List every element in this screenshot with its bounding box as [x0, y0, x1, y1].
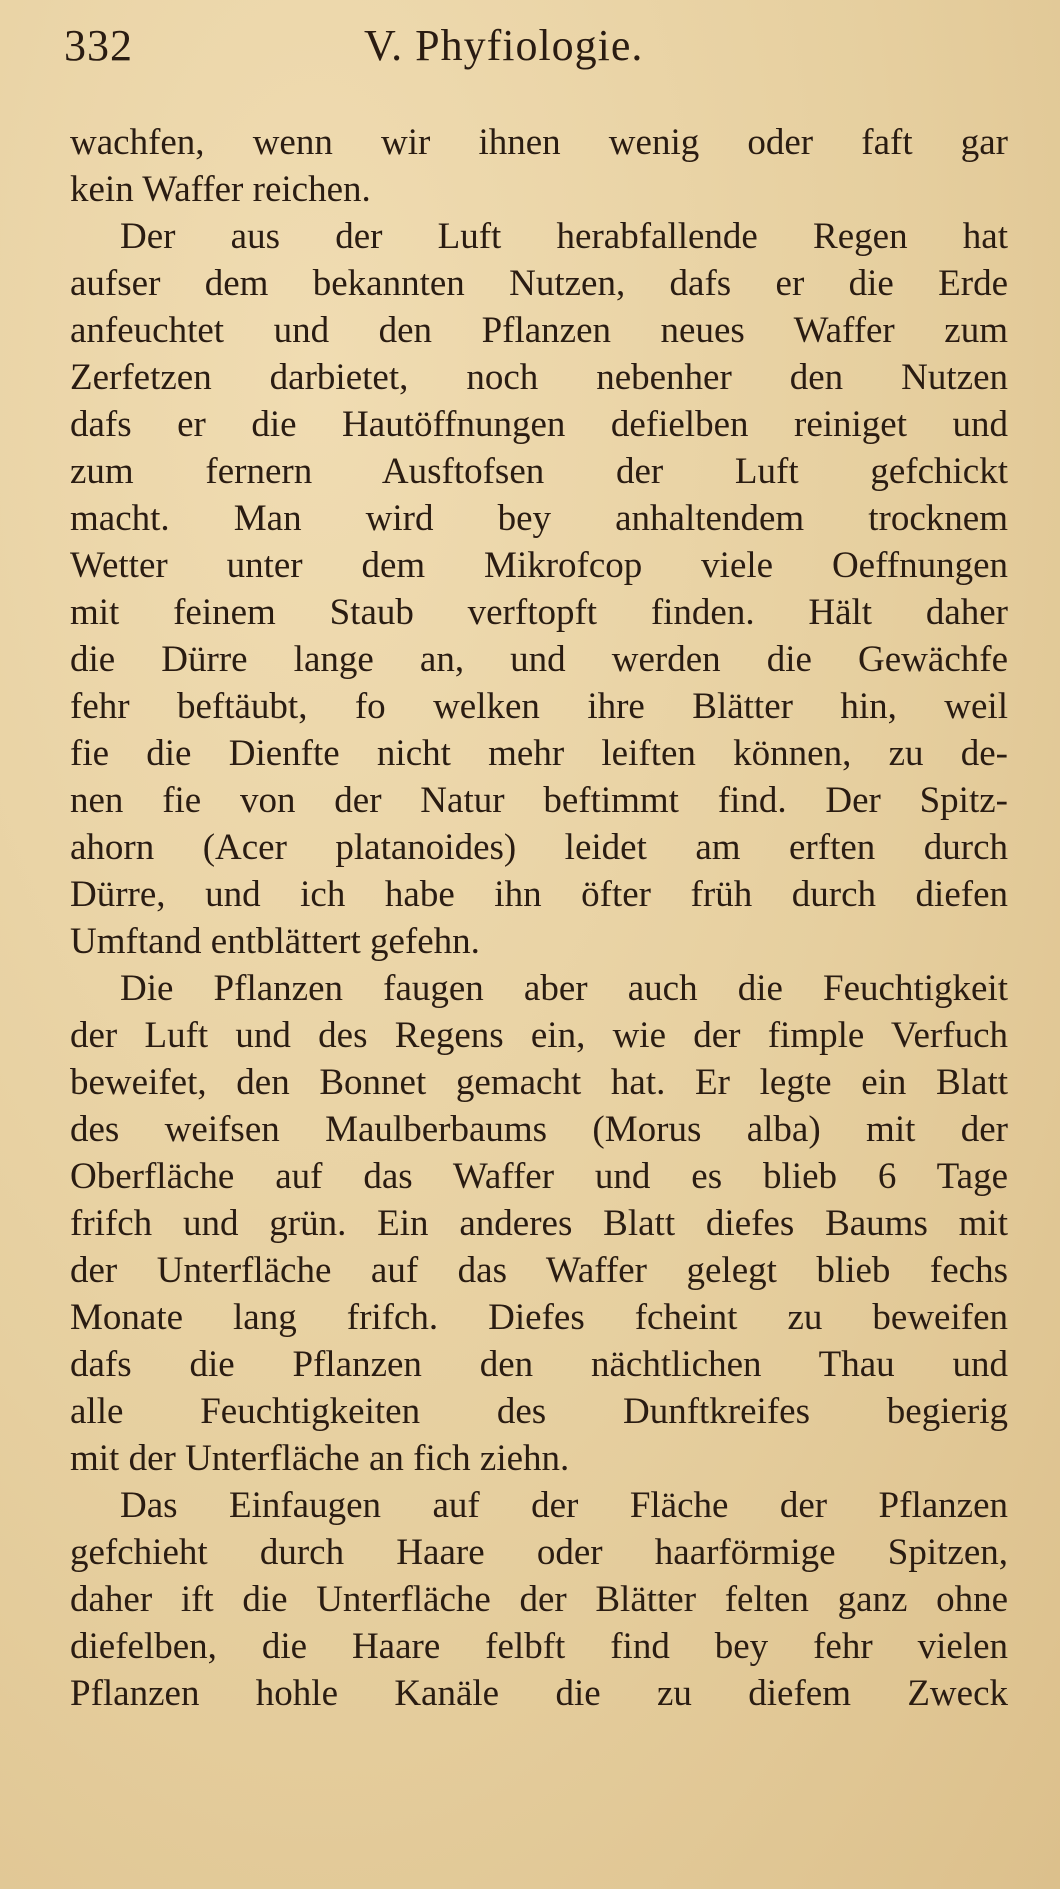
text-line: dafs die Pflanzen den nächtlichen Thau und	[70, 1344, 1008, 1385]
running-head: V. Phyfiologie.	[364, 21, 644, 70]
text-line: alle Feuchtigkeiten des Dunftkreifes begierig	[70, 1391, 1008, 1432]
text-line: mit feinem Staub verftopft finden. Hält daher	[70, 592, 1008, 633]
text-line: aufser dem bekannten Nutzen, dafs er die Erde	[70, 263, 1008, 304]
text-line: des weifsen Maulberbaums (Morus alba) mit der	[70, 1109, 1008, 1150]
text-line: Umftand entblättert gefehn.	[70, 921, 480, 962]
text-line: der Luft und des Regens ein, wie der fimple Verfuch	[70, 1015, 1008, 1056]
page-number: 332	[64, 21, 133, 70]
text-line: Monate lang frifch. Diefes fcheint zu beweifen	[70, 1297, 1008, 1338]
text-line: Zerfetzen darbietet, noch nebenher den Nutzen	[70, 357, 1008, 398]
text-line: anfeuchtet und den Pflanzen neues Waffer zum	[70, 310, 1008, 351]
text-line: Dürre, und ich habe ihn öfter früh durch diefen	[70, 874, 1008, 915]
text-line: der Unterfläche auf das Waffer gelegt blieb fechs	[70, 1250, 1008, 1291]
text-line: Oberfläche auf das Waffer und es blieb 6 Tage	[70, 1156, 1008, 1197]
text-line: macht. Man wird bey anhaltendem trocknem	[70, 498, 1008, 539]
text-line: Das Einfaugen auf der Fläche der Pflanzen	[120, 1485, 1008, 1526]
text-line: beweifet, den Bonnet gemacht hat. Er legte ein Blatt	[70, 1062, 1008, 1103]
text-line: frifch und grün. Ein anderes Blatt diefes Baums mit	[70, 1203, 1008, 1244]
text-line: diefelben, die Haare felbft find bey fehr vielen	[70, 1626, 1008, 1667]
text-line: zum fernern Ausftofsen der Luft gefchickt	[70, 451, 1008, 492]
text-line: Wetter unter dem Mikrofcop viele Oeffnungen	[70, 545, 1008, 586]
text-line: wachfen, wenn wir ihnen wenig oder faft gar	[70, 122, 1008, 163]
text-line: Pflanzen hohle Kanäle die zu diefem Zweck	[70, 1673, 1008, 1714]
text-line: ahorn (Acer platanoides) leidet am erften durch	[70, 827, 1008, 868]
text-line: die Dürre lange an, und werden die Gewächfe	[70, 639, 1008, 680]
text-line: fehr beftäubt, fo welken ihre Blätter hin, weil	[70, 686, 1008, 727]
text-line: nen fie von der Natur beftimmt find. Der Spitz-	[70, 780, 1008, 821]
text-line: Der aus der Luft herabfallende Regen hat	[120, 216, 1008, 257]
text-line: mit der Unterfläche an fich ziehn.	[70, 1438, 570, 1479]
text-line: Die Pflanzen faugen aber auch die Feuchtigkeit	[120, 968, 1008, 1009]
text-line: kein Waffer reichen.	[70, 169, 371, 210]
text-line: gefchieht durch Haare oder haarförmige Spitzen,	[70, 1532, 1008, 1573]
text-line: fie die Dienfte nicht mehr leiften können, zu de-	[70, 733, 1008, 774]
text-line: dafs er die Hautöffnungen defielben reiniget und	[70, 404, 1008, 445]
text-line: daher ift die Unterfläche der Blätter felten ganz ohne	[70, 1579, 1008, 1620]
body-text	[70, 119, 1008, 1717]
page-header	[64, 18, 1020, 80]
